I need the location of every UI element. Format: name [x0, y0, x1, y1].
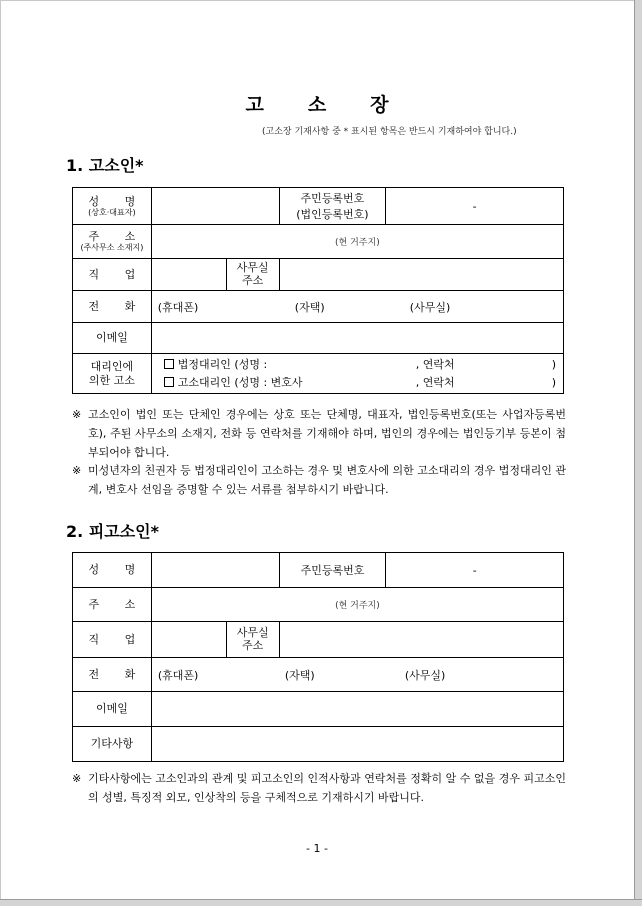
note-mark: ※: [72, 464, 82, 477]
accused-name-label: [73, 553, 152, 588]
accused-office-label: [226, 622, 279, 658]
complainant-agent-row: [73, 354, 564, 394]
complainant-address-row: [73, 225, 564, 259]
section1-heading: 1. 고소인*: [66, 156, 144, 175]
accused-name-row: [73, 553, 564, 588]
complainant-name-row: [73, 188, 564, 225]
title-char-3: 장: [370, 94, 389, 116]
office-label-line2: 주소: [241, 273, 264, 287]
note-mark: ※: [72, 408, 82, 421]
page-frame-left: [0, 0, 1, 906]
name-label-text: 성 명: [88, 563, 147, 577]
complainant-table: [72, 187, 564, 394]
accused-email-label: 이메일: [73, 692, 152, 727]
attorney-agent-label: 고소대리인 (성명 : 변호사: [177, 375, 303, 389]
complainant-email-label: 이메일: [73, 323, 152, 354]
agent-label-line2: 의한 고소: [88, 373, 135, 387]
agent-option-legal: [152, 356, 563, 374]
legal-agent-checkbox[interactable]: [164, 359, 174, 369]
attorney-agent-contact-label: , 연락처: [415, 375, 455, 389]
title-char-2: 소: [307, 94, 327, 116]
accused-address-label: [73, 588, 152, 622]
address-label-text: 주 소: [88, 597, 147, 611]
complainant-office-label: [226, 259, 279, 291]
reg-label-line1: 주민등록번호: [300, 192, 365, 205]
legal-agent-contact-label: , 연락처: [415, 357, 455, 371]
office-label-line2: 주소: [242, 638, 264, 652]
note-text: 고소인이 법인 또는 단체인 경우에는 상호 또는 단체명, 대표자, 법인등록번호(또는 사업자등록번호), 주된 사무소의 소재지, 전화 등 연락처를 기재해야 하며, 법인의 경우에는 법인등기부 등본이 첨부되어야 합니다.: [88, 408, 566, 459]
accused-address-row: [73, 588, 564, 622]
complainant-reg-label: [279, 188, 386, 225]
complainant-email-field[interactable]: [151, 323, 563, 354]
accused-name-field[interactable]: [151, 553, 279, 588]
complainant-address-field[interactable]: (현 거주지): [151, 225, 563, 259]
name-sub-label: (상호·대표자): [88, 207, 136, 217]
phone-mobile-label: (휴대폰): [157, 300, 199, 314]
page-number: - 1 -: [306, 842, 328, 855]
complainant-reg-field[interactable]: -: [386, 188, 564, 225]
accused-other-label: 기타사항: [73, 727, 152, 762]
job-label-text: 직 업: [88, 267, 147, 281]
agent-label-line1: 대리인에: [90, 360, 134, 374]
complainant-job-label: [73, 259, 152, 291]
address-sub-label: (주사무소 소재지): [80, 243, 144, 253]
complainant-phone-row: [73, 291, 564, 323]
phone-office-label: (사무실): [409, 300, 451, 314]
phone-label-text: 전 화: [88, 667, 147, 681]
phone-home-label: (자택): [294, 300, 325, 314]
section2-heading: 2. 피고소인*: [66, 522, 159, 541]
office-label-line1: 사무실: [236, 260, 269, 274]
complainant-phone-field[interactable]: [151, 291, 563, 323]
complainant-agent-field: [151, 354, 563, 394]
page-frame-right: [634, 0, 642, 906]
complainant-office-field[interactable]: [279, 259, 563, 291]
agent-option-attorney: [152, 374, 563, 392]
complainant-phone-label: [73, 291, 152, 323]
accused-phone-field[interactable]: [151, 658, 563, 692]
complainant-name-field[interactable]: [151, 188, 279, 225]
attorney-agent-checkbox[interactable]: [164, 377, 174, 387]
note-mark: ※: [72, 772, 82, 785]
accused-other-field[interactable]: [151, 727, 563, 762]
job-label-text: 직 업: [88, 632, 147, 646]
phone-office-label: (사무실): [404, 668, 446, 682]
accused-phone-label: [73, 658, 152, 692]
complainant-job-row: [73, 259, 564, 291]
accused-job-row: [73, 622, 564, 658]
complainant-name-label: [73, 188, 152, 225]
legal-agent-close: ): [551, 357, 557, 371]
accused-note: [72, 769, 566, 807]
phone-label-text: 전 화: [88, 299, 147, 313]
complainant-email-row: [73, 323, 564, 354]
complainant-note-2: [72, 461, 566, 499]
accused-office-field[interactable]: [279, 622, 563, 658]
accused-table: [72, 552, 564, 762]
accused-job-label: [73, 622, 152, 658]
address-label-text: 주 소: [88, 230, 147, 244]
phone-home-label: (자택): [284, 668, 315, 682]
title-note: (고소장 기재사항 중 * 표시된 항목은 반드시 기재하여야 합니다.): [262, 127, 517, 137]
accused-job-field[interactable]: [151, 622, 226, 658]
reg-label-line2: (법인등록번호): [296, 208, 369, 221]
accused-reg-field[interactable]: -: [386, 553, 564, 588]
accused-email-row: [73, 692, 564, 727]
accused-email-field[interactable]: [151, 692, 563, 727]
attorney-agent-close: ): [551, 375, 557, 389]
phone-mobile-label: (휴대폰): [157, 668, 199, 682]
accused-reg-label: 주민등록번호: [279, 553, 386, 588]
note-text: 미성년자의 친권자 등 법정대리인이 고소하는 경우 및 변호사에 의한 고소대리의 경우 법정대리인 관계, 변호사 선임을 증명할 수 있는 서류를 첨부하시기 바랍니다.: [88, 464, 566, 496]
note-text: 기타사항에는 고소인과의 관계 및 피고소인의 인적사항과 연락처를 정확히 알 수 없을 경우 피고소인의 성별, 특징적 외모, 인상착의 등을 구체적으로 기재하시기 바랍니다.: [88, 772, 566, 804]
office-label-line1: 사무실: [236, 625, 269, 639]
accused-other-row: [73, 727, 564, 762]
name-label-text: 성 명: [88, 194, 147, 208]
accused-phone-row: [73, 658, 564, 692]
document-title: [0, 90, 634, 117]
complainant-job-field[interactable]: [151, 259, 226, 291]
legal-agent-label: 법정대리인 (성명 :: [177, 357, 268, 371]
complainant-note-1: [72, 405, 566, 462]
complainant-agent-label: [73, 354, 152, 394]
page-frame-bottom: [0, 899, 642, 906]
title-char-1: 고: [245, 94, 264, 116]
page-frame-top: [0, 0, 642, 1]
complainant-address-label: [73, 225, 152, 259]
accused-address-field[interactable]: (현 거주지): [151, 588, 563, 622]
